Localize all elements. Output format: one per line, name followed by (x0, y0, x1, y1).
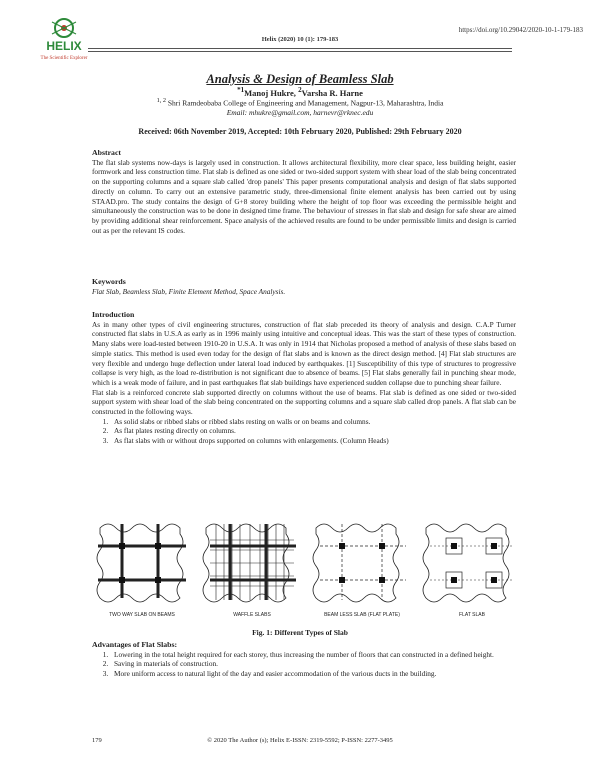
two-way-slab-beams (98, 524, 186, 598)
list-item: 1. Lowering in the total height required for each storey, thus increasing the number of floors that can constructed in a defined height. (110, 650, 516, 660)
abstract-section (92, 148, 516, 235)
flat-slab-strips (430, 546, 514, 580)
slab-types-figure (94, 518, 514, 620)
flat-plate-columns (339, 543, 385, 583)
footer-copyright: © 2020 The Author (s); Helix E-ISSN: 2319-5592; P-ISSN: 2277-3495 (207, 737, 393, 744)
header-rule-top (88, 48, 512, 49)
list-item: 3. As flat slabs with or without drops supported on columns with enlargements. (Column Heads) (110, 436, 516, 446)
fig-label-flat-slab: FLAT SLAB (459, 612, 485, 618)
fig-label-waffle: WAFFLE SLABS (233, 612, 271, 618)
logo-text: HELIX (46, 39, 82, 53)
slab-diagrams (94, 518, 514, 620)
advantages-list (92, 650, 516, 679)
keywords-section (92, 277, 516, 296)
construction-methods-list (92, 417, 516, 446)
doi-link[interactable]: https://doi.org/10.29042/2020-10-1-179-183 (458, 26, 583, 34)
fig-label-flat-plate: BEAM LESS SLAB (FLAT PLATE) (324, 612, 400, 618)
publication-dates: Received: 06th November 2019, Accepted: 10th February 2020, Published: 29th February 2020 (138, 127, 462, 136)
affiliation-sup: 1, 2 (156, 97, 166, 104)
abstract-text: The flat slab systems now-days is largely used in construction. It allows architectural flexibility, more clear space, less building height, easier formwork and less construction time. Flat slab is defined as one sided or two-sided support system with shear load of the slab being concentrated on the supporting columns and a square slab called 'drop panels' This paper presents computational analysis and design of flat slabs supported directly on column. To carry out an extensive parametric study, three-dimensional finite element analysis has been carried out by using STAAD.pro. The study contains the design of G+8 storey building where the height of top floor was exceeding the permissible height and simultaneously the construction was to be done in designed time frame. The behaviour of stresses in flat slab and design for safe shear are aimed by providing additional shear reinforcement. Space analysis of the achieved results are found to be under permissible limits and design is carried out as per the relevant IS codes. (92, 157, 516, 235)
affiliation-text: Shri Ramdeobaba College of Engineering and Management, Nagpur-13, Maharashtra, India (167, 98, 444, 108)
flat-slab-outline (423, 524, 509, 602)
journal-citation: Helix (2020) 10 (1): 179-183 (261, 36, 339, 43)
introduction-paragraph-1: As in many other types of civil engineering structures, construction of flat slab preceded its theory of analysis and design. C.A.P Turner constructed flat slabs in U.S.A as early as in 1996 mainly using intuitive and conceptual ideas. This was the start of these types of construction. Many slabs were load-tested between 1910-20 in U.S.A. It was only in 1914 that Nicholas proposed a method of analysis of these slabs based on simple statics. This method is used even today for the design of flat slabs and is known as the direct design method. [4] Flat slab structures are very flexible and undergo huge deflection under lateral load induced by earthquakes. [1] Susceptibility of this type of structures to progressive collapse is very high, as the load re-distribution is not significant due to absence of beams. [5] Flat slabs generally fail in punching shear mode, which is a weak mode of failure, and in past earthquakes flat slab buildings have experienced sudden collapse due to punching shear failure. (92, 319, 516, 387)
email-line[interactable]: Email: mhukre@gmail.com, harnevr@rknec.edu (226, 108, 374, 117)
author1-sup: *1 (237, 86, 245, 94)
list-item: 1. As solid slabs or ribbed slabs or ribbed slabs resting on walls or on beams and columns. (110, 417, 516, 427)
introduction-paragraph-2: Flat slab is a reinforced concrete slab supported directly on columns without the use of beams. Flat slab is defined as one sided or two-sided support system with shear load of the slab being concentrated on the supporting columns and a square slab called drop panels. A flat slab can be constructed in the following ways. (92, 387, 516, 417)
abstract-heading: Abstract (92, 148, 122, 157)
list-item: 3. More uniform access to natural light of the day and easier accommodation of the various ducts in the building. (110, 669, 516, 679)
fig-label-two-way: TWO WAY SLAB ON BEAMS (109, 612, 175, 618)
page-title: Analysis & Design of Beamless Slab (206, 72, 394, 86)
advantages-heading: Advantages of Flat Slabs: (92, 640, 178, 649)
introduction-heading: Introduction (92, 310, 135, 319)
author2-sup: 2 (298, 86, 302, 94)
keywords-heading: Keywords (92, 277, 126, 286)
flat-slab-columns (451, 543, 497, 583)
author2-name: Varsha R. Harne (301, 87, 363, 98)
page-number: 179 (92, 737, 102, 744)
two-way-slab-columns (119, 543, 161, 583)
logo-tagline: The Scientific Explorer (40, 56, 88, 61)
list-item: 2. As flat plates resting directly on columns. (110, 426, 516, 436)
affiliation (0, 97, 600, 108)
advantages-section (92, 640, 516, 679)
header-rule-bottom (88, 51, 512, 52)
figure-caption: Fig. 1: Different Types of Slab (252, 628, 348, 637)
waffle-ribs (210, 524, 294, 600)
flat-plate-outline (313, 524, 399, 602)
introduction-section (92, 310, 516, 446)
keywords-text: Flat Slab, Beamless Slab, Finite Element Method, Space Analysis. (92, 286, 286, 296)
author1-name: Manoj Hukre, (244, 87, 296, 98)
two-way-slab-outline (97, 524, 183, 602)
list-item: 2. Saving in materials of construction. (110, 659, 516, 669)
